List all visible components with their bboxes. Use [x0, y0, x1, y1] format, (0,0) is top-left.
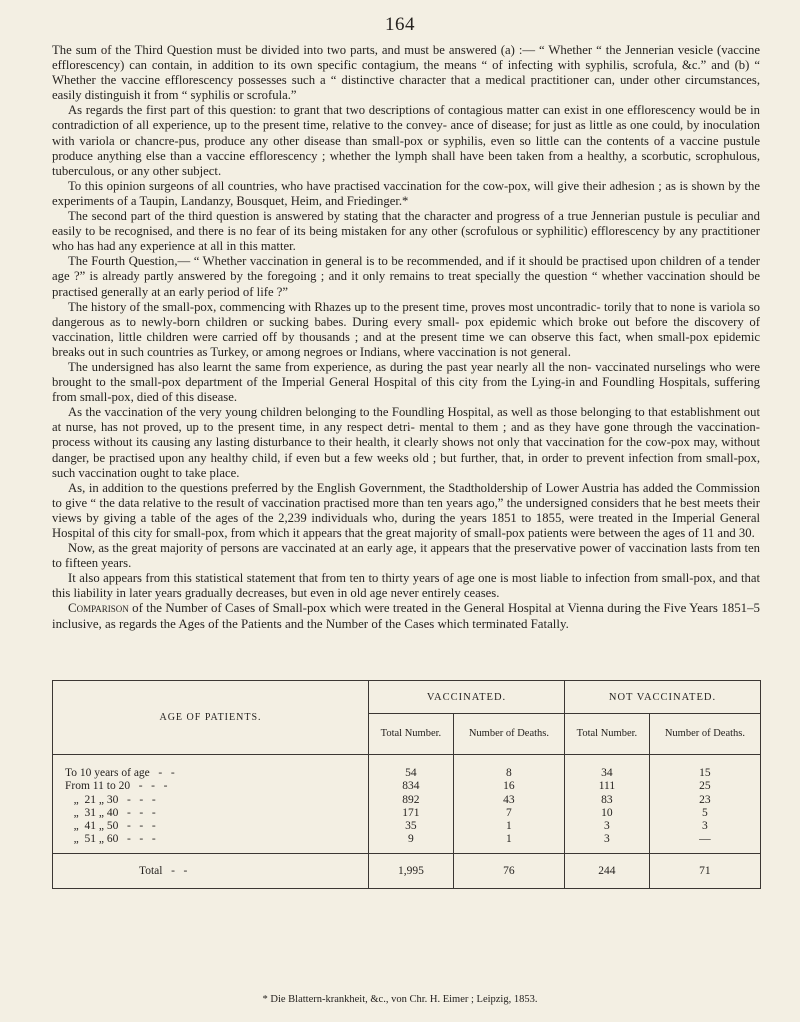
- vac-deaths-cell: 43: [503, 793, 515, 806]
- paragraph: The sum of the Third Question must be divided into two parts, and must be answered (a) :— “ Whether “ the Jennerian vesicle (vaccine efflorescency) can contain, in addition to its own specific contagium, the means “ of infecting with syphilis, scrofula, &c.” and (b) “ Whether the vaccine efflorescency possesses such a “ distinctive character that a medical practitioner can, under other circumstances, easily distinguish it from “ syphilis or scrofula.”: [52, 43, 760, 103]
- table-caption: [52, 601, 760, 631]
- paragraph: As the vaccination of the very young children belonging to the Foundling Hospital, as well as those belonging to that establishment out at nurse, has not proved, up to the present time, in any respect detri- mental to them ; and as they have gone through the vaccination-process without its causing any lasting disturbance to their health, it clearly shows not only that vaccination for the cow-pox may, without danger, be practised upon any healthy child, if even but a few weeks old ; but further, that, in order to prevent infection from small-pox, such vaccination ought to take place.: [52, 405, 760, 480]
- paragraph: Now, as the great majority of persons are vaccinated at an early age, it appears that the preservative power of vaccination lasts from ten to fifteen years.: [52, 541, 760, 571]
- vac-deaths-header: Number of Deaths.: [453, 714, 564, 755]
- age-column: [53, 755, 369, 854]
- vac-total-column: [369, 755, 454, 854]
- nv-deaths-column: [649, 755, 760, 854]
- nv-total-cell: 111: [598, 780, 616, 793]
- nv-total-header: Total Number.: [564, 714, 649, 755]
- total-label: Total - -: [53, 853, 369, 888]
- paragraph: The second part of the third question is answered by stating that the character and progress of a true Jennerian pustule is peculiar and easily to be recognised, and there is no fear of its being mistaken for any other (scrofulous or syphilitic) efflorescency by any practitioner who has had any experience at all in this matter.: [52, 209, 760, 254]
- nv-deaths-cell: 3: [702, 820, 708, 833]
- vac-total-cell: 892: [402, 793, 420, 806]
- vac-deaths-cell: 1: [506, 820, 512, 833]
- nv-deaths-cell: 23: [699, 793, 711, 806]
- body-text: [52, 43, 760, 632]
- age-cell: To 10 years of age - -: [65, 767, 175, 779]
- paragraph: As, in addition to the questions preferred by the English Government, the Stadtholdership of Lower Austria has added the Commission to give “ the data relative to the result of vaccination practised more than ten years ago,” the undersigned considers that he best meets their views by giving a table of the ages of the 2,239 individuals who, during the years 1851 to 1855, were treated in the Imperial General Hospital of this city for small-pox, from which it appears that the great majority of small-pox patients were between the ages of 11 and 30.: [52, 480, 760, 540]
- nv-deaths-cell: 5: [702, 806, 708, 819]
- paragraph: The Fourth Question,— “ Whether vaccination in general is to be recommended, and if it should be practised upon children of a tender age ?” is already partly answered by the foregoing ; and it only remains to treat specially the question “ whether vaccination should be practised generally at an early period of life ?”: [52, 254, 760, 299]
- nv-deaths-cell: 15: [699, 767, 711, 779]
- vac-total-sum: 1,995: [369, 853, 454, 888]
- paragraph: As regards the first part of this question: to grant that two descriptions of contagious matter can exist in one efflorescency would be in contradiction of all experience, up to the present time, relative to the convey- ance of disease; for just as little as one could, by inoculation with variola or chancre-pus, produce any other disease than small-pox or syphilis, even so little can the contents of a vaccine pustule produce anything else than a vaccine efflorescency ; whether the lymph shall have been taken from a healthy, a scorbutic, scrophulous, tuberculous, or any other subject.: [52, 103, 760, 178]
- nv-deaths-cell: 25: [699, 780, 711, 793]
- not-vaccinated-header: NOT VACCINATED.: [564, 681, 760, 714]
- nv-total-cell: 83: [601, 793, 613, 806]
- table-body-row: [53, 755, 761, 854]
- total-row: [53, 853, 761, 888]
- vac-deaths-cell: 7: [506, 806, 512, 819]
- age-cell: „ 51 „ 60 - - -: [65, 833, 156, 846]
- paragraph: It also appears from this statistical statement that from ten to thirty years of age one is most liable to infection from small-pox, and that this liability in later years gradually decreases, but even in old age never entirely ceases.: [52, 571, 760, 601]
- page-number: 164: [385, 14, 415, 35]
- nv-total-cell: 3: [604, 833, 610, 846]
- caption-lead: Comparison: [68, 601, 129, 616]
- paragraph: The undersigned has also learnt the same from experience, as during the past year nearly all the non- vaccinated nurselings who were brought to the small-pox department of the Imperial General Hospital of this city from the Lying-in and Foundling Hospitals, suffering from small-pox, died of this disease.: [52, 359, 760, 405]
- age-column-header: AGE OF PATIENTS.: [53, 681, 369, 755]
- footnote: * Die Blattern-krankheit, &c., von Chr. H. Eimer ; Leipzig, 1853.: [262, 994, 538, 1005]
- vac-total-cell: 35: [405, 820, 417, 833]
- nv-total-cell: 10: [601, 806, 613, 819]
- smallpox-table: [52, 680, 761, 889]
- nv-total-column: [564, 755, 649, 854]
- nv-deaths-cell: —: [699, 833, 711, 846]
- paragraph: The history of the small-pox, commencing with Rhazes up to the present time, proves most uncontradic- torily that to none is variola so dangerous as to newly-born children or sucking babes. During every small- pox epidemic which broke out before the discovery of vaccination, little children were carried off by thousands ; and at the present time we can observe this fact, when small-pox epidemic breaks out in such countries as Turkey, or among negroes or Indians, where vaccination is not general.: [52, 299, 760, 359]
- paragraph: To this opinion surgeons of all countries, who have practised vaccination for the cow-pox, will give their adhesion ; as is shown by the experiments of a Taupin, Landanzy, Bousquet, Heim, and Friedinger.*: [52, 178, 760, 208]
- nv-deaths-sum: 71: [649, 853, 760, 888]
- vac-deaths-cell: 8: [506, 767, 512, 779]
- vac-total-cell: 171: [402, 806, 420, 819]
- nv-total-sum: 244: [564, 853, 649, 888]
- vac-total-cell: 834: [402, 780, 420, 793]
- age-cell: „ 31 „ 40 - - -: [65, 806, 156, 819]
- nv-total-cell: 34: [601, 767, 613, 779]
- age-cell: From 11 to 20 - - -: [65, 780, 168, 793]
- vac-total-cell: 9: [408, 833, 414, 846]
- vac-total-header: Total Number.: [369, 714, 454, 755]
- age-cell: „ 21 „ 30 - - -: [65, 793, 156, 806]
- vac-total-cell: 54: [405, 767, 417, 779]
- nv-deaths-header: Number of Deaths.: [649, 714, 760, 755]
- vac-deaths-sum: 76: [453, 853, 564, 888]
- vac-deaths-cell: 16: [503, 780, 515, 793]
- vac-deaths-cell: 1: [506, 833, 512, 846]
- vaccinated-header: VACCINATED.: [369, 681, 565, 714]
- age-cell: „ 41 „ 50 - - -: [65, 820, 156, 833]
- caption-text: of the Number of Cases of Small-pox which were treated in the General Hospital at Vienna during the Five Years 1851–5 inclusive, as regards the Ages of the Patients and the Number of the Cases which terminated Fatally.: [52, 601, 760, 631]
- nv-total-cell: 3: [604, 820, 610, 833]
- vac-deaths-column: [453, 755, 564, 854]
